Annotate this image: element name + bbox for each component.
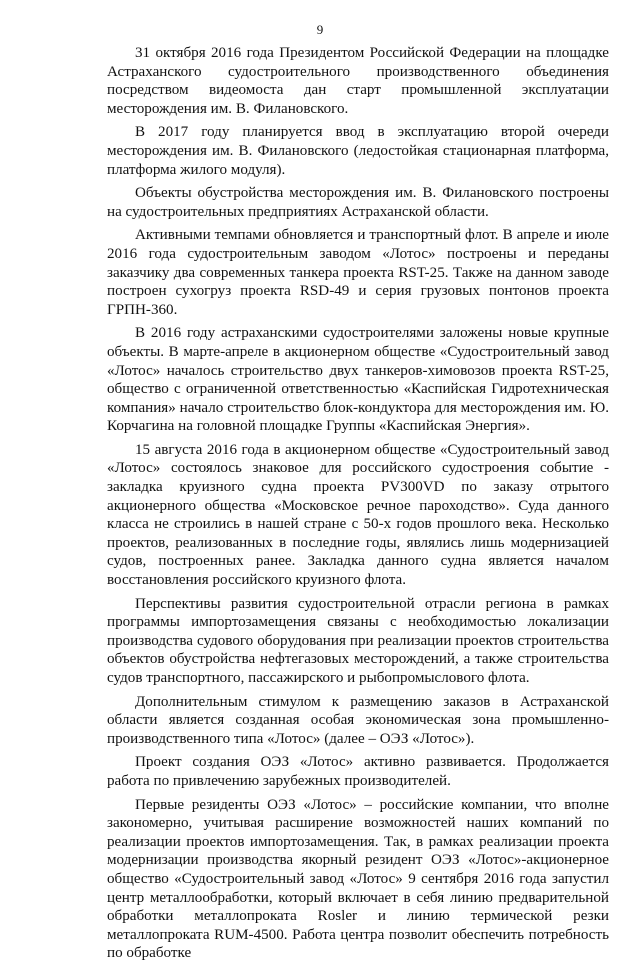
document-body bbox=[107, 44, 609, 968]
paragraph: 15 августа 2016 года в акционерном обществе «Судостроительный завод «Лотос» состоялось знаковое для российского судостроения событие - закладка круизного судна проекта PV300VD по заказу отрытого акционерного общества «Московское речное пароходство». Суда данного класса не строились в нашей стране с 50-х годов прошлого века. Несколько проектов, реализованных в последние годы, являлись лишь модернизацией судов, построенных ранее. Закладка данного судна является началом восстановления российского круизного флота. bbox=[107, 441, 609, 589]
paragraph: Первые резиденты ОЭЗ «Лотос» – российские компании, что вполне закономерно, учитывая расширение возможностей наших компаний по реализации проектов импортозамещения. Так, в рамках реализации проекта модернизации производства якорный резидент ОЭЗ «Лотос»-акционерное общество «Судостроительный завод «Лотос» 9 сентября 2016 года запустил центр металлообработки, который включает в себя линию предварительной обработки металлопроката Rosler и линию термической резки металлопроката RUM-4500. Работа центра позволит обеспечить потребность по обработке bbox=[107, 796, 609, 962]
paragraph: Перспективы развития судостроительной отрасли региона в рамках программы импортозамещения связаны с необходимостью локализации производства судового оборудования при реализации проектов строительства объектов обустройства нефтегазовых месторождений, а также строительства судов транспортного, пассажирского и рыбопромыслового флота. bbox=[107, 595, 609, 686]
paragraph: 31 октября 2016 года Президентом Российской Федерации на площадке Астраханского судостроительного производственного объединения посредством видеомоста дан старт промышленной эксплуатации месторождения им. В. Филановского. bbox=[107, 45, 609, 117]
paragraph: В 2017 году планируется ввод в эксплуатацию второй очереди месторождения им. В. Филановского (ледостойкая стационарная платформа, платформа жилого модуля). bbox=[107, 124, 609, 178]
paragraph: Проект создания ОЭЗ «Лотос» активно развивается. Продолжается работа по привлечению зарубежных производителей. bbox=[107, 754, 609, 789]
paragraph: Дополнительным стимулом к размещению заказов в Астраханской области является созданная особая экономическая зона промышленно-производственного типа «Лотос» (далее – ОЭЗ «Лотос»). bbox=[107, 693, 609, 747]
paragraph: В 2016 году астраханскими судостроителями заложены новые крупные объекты. В марте-апреле в акционерном обществе «Судостроительный завод «Лотос» началось строительство двух танкеров-химовозов проекта RST-25, общество с ограниченной ответственностью «Каспийская Гидротехническая компания» начало строительство блок-кондуктора для месторождения им. Ю. Корчагина на головной площадке Группы «Каспийская Энергия». bbox=[107, 325, 609, 435]
paragraph: Объекты обустройства месторождения им. В. Филановского построены на судостроительных предприятиях Астраханской области. bbox=[107, 185, 609, 220]
paragraph: Активными темпами обновляется и транспортный флот. В апреле и июле 2016 года судостроительным заводом «Лотос» построены и переданы заказчику два современных танкера проекта RST-25. Также на данном заводе построен сухогруз проекта RSD-49 и серия грузовых понтонов проекта ГРПН-360. bbox=[107, 227, 609, 318]
page-number: 9 bbox=[316, 22, 324, 37]
